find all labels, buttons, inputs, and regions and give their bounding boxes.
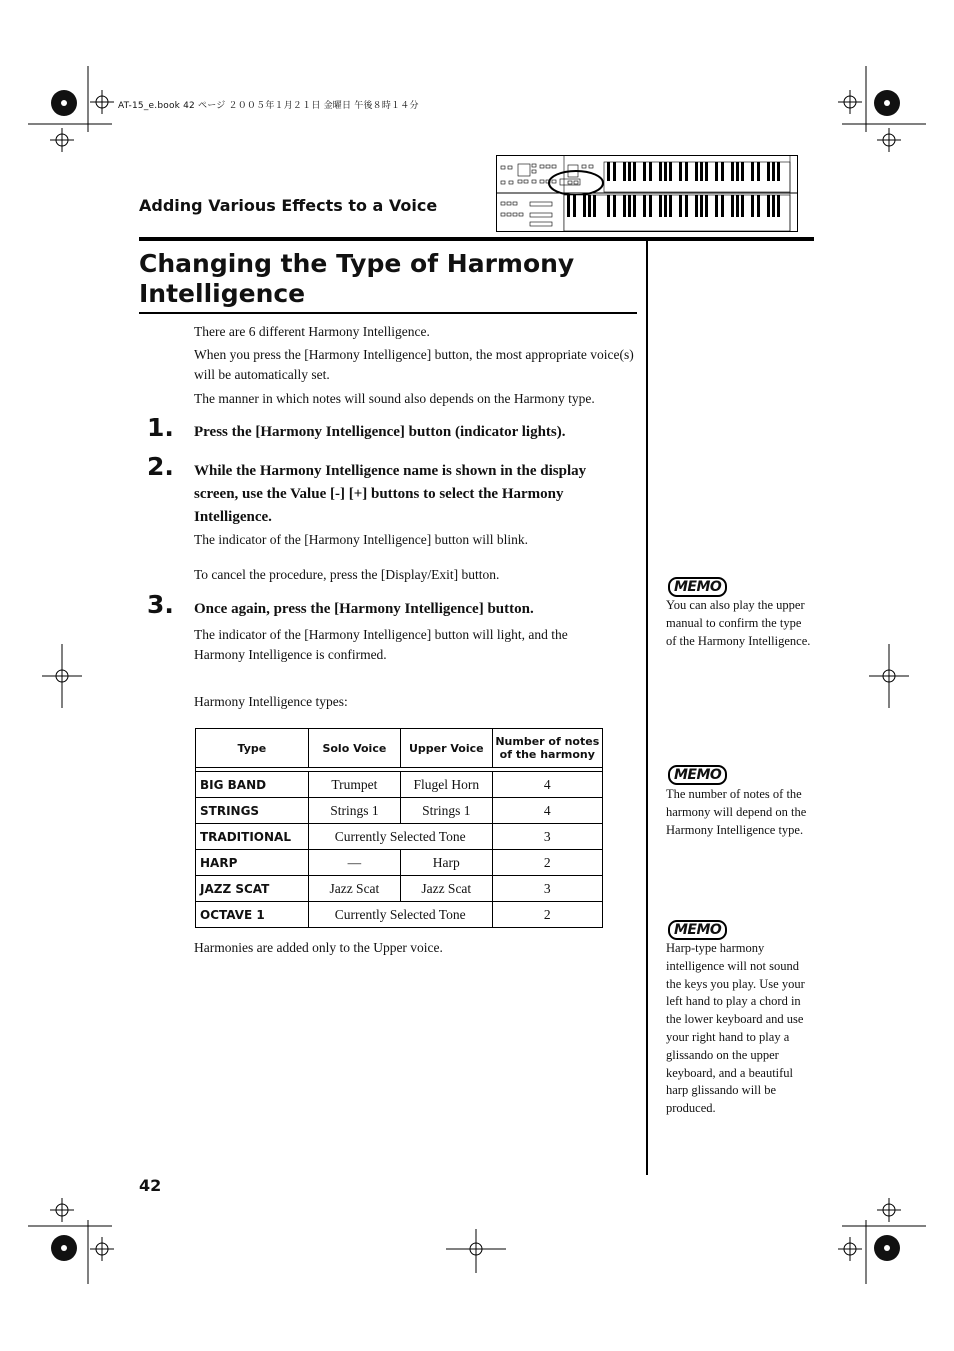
cell-notes: 2 — [492, 902, 602, 928]
step-number-1: 1. — [147, 413, 174, 442]
step-number-3: 3. — [147, 590, 174, 619]
cell-solo: Trumpet — [308, 772, 400, 798]
step-text-1: Press the [Harmony Intelligence] button (indicator lights). — [194, 424, 566, 440]
table-row — [196, 798, 603, 824]
cell-type: JAZZ SCAT — [196, 876, 309, 902]
step-2-note-2: To cancel the procedure, press the [Display/Exit] button. — [194, 567, 500, 582]
col-header-solo: Solo Voice — [308, 729, 400, 768]
col-header-notes: Number of notes of the harmony — [492, 729, 602, 768]
organ-panel-illustration — [496, 155, 798, 232]
header-rule — [139, 237, 814, 241]
intro-line-2: When you press the [Harmony Intelligence] button, the most appropriate voice(s) will be automatically set. — [194, 347, 634, 382]
step-text-2: While the Harmony Intelligence name is shown in the display screen, use the Value [-] [+] buttons to select the Harmony Intelligence. — [194, 463, 587, 525]
col-header-upper: Upper Voice — [400, 729, 492, 768]
cell-upper: Jazz Scat — [400, 876, 492, 902]
memo-icon: MEMO — [668, 577, 727, 597]
table-row — [196, 824, 603, 850]
print-header: AT-15_e.book 42 ページ ２００５年１月２１日 金曜日 午後８時１４分 — [118, 101, 419, 111]
step-3-note-1: The indicator of the [Harmony Intelligence] button will light, and the Harmony Intelligence is confirmed. — [194, 627, 568, 662]
cell-type: OCTAVE 1 — [196, 902, 309, 928]
table-caption: Harmony Intelligence types: — [194, 694, 348, 709]
cell-type: STRINGS — [196, 798, 309, 824]
cell-type: BIG BAND — [196, 772, 309, 798]
cell-notes: 3 — [492, 824, 602, 850]
table-row — [196, 772, 603, 798]
cell-notes: 3 — [492, 876, 602, 902]
margin-column-rule — [646, 241, 648, 1175]
memo-icon: MEMO — [668, 920, 727, 940]
cell-upper: Flugel Horn — [400, 772, 492, 798]
footer-note: Harmonies are added only to the Upper voice. — [194, 940, 443, 955]
step-text-3: Once again, press the [Harmony Intelligence] button. — [194, 601, 534, 617]
cell-voice-combined: Currently Selected Tone — [308, 902, 492, 928]
cell-notes: 4 — [492, 798, 602, 824]
cell-voice-combined: Currently Selected Tone — [308, 824, 492, 850]
page-number: 42 — [139, 1176, 162, 1195]
cell-notes: 4 — [492, 772, 602, 798]
cell-solo: — — [308, 850, 400, 876]
memo-icon: MEMO — [668, 765, 727, 785]
intro-line-1: There are 6 different Harmony Intelligence. — [194, 324, 430, 339]
step-2-note-1: The indicator of the [Harmony Intelligence] button will blink. — [194, 532, 529, 547]
cell-notes: 2 — [492, 850, 602, 876]
cell-type: HARP — [196, 850, 309, 876]
memo-text-2: The number of notes of the harmony will depend on the Harmony Intelligence type. — [666, 787, 807, 837]
section-header: Adding Various Effects to a Voice — [139, 196, 438, 215]
memo-text-3: Harp-type harmony intelligence will not sound the keys you play. Use your left hand to play a chord in the lower keyboard and use your right hand to play a glissando on the upper keyboard, and a beautiful harp glissando will be produced. — [666, 941, 805, 1116]
table-row — [196, 902, 603, 928]
cell-solo: Strings 1 — [308, 798, 400, 824]
table-row — [196, 850, 603, 876]
table-header-row — [196, 729, 603, 768]
col-header-type: Type — [196, 729, 309, 768]
cell-type: TRADITIONAL — [196, 824, 309, 850]
intro-line-3: The manner in which notes will sound also depends on the Harmony type. — [194, 391, 595, 406]
table-row — [196, 876, 603, 902]
step-number-2: 2. — [147, 452, 174, 481]
cell-solo: Jazz Scat — [308, 876, 400, 902]
page-title: Changing the Type of Harmony Intelligence — [139, 249, 575, 308]
cell-upper: Strings 1 — [400, 798, 492, 824]
harmony-types-table — [195, 728, 603, 928]
cell-upper: Harp — [400, 850, 492, 876]
title-rule — [139, 312, 637, 314]
memo-text-1: You can also play the upper manual to confirm the type of the Harmony Intelligence. — [666, 598, 811, 648]
